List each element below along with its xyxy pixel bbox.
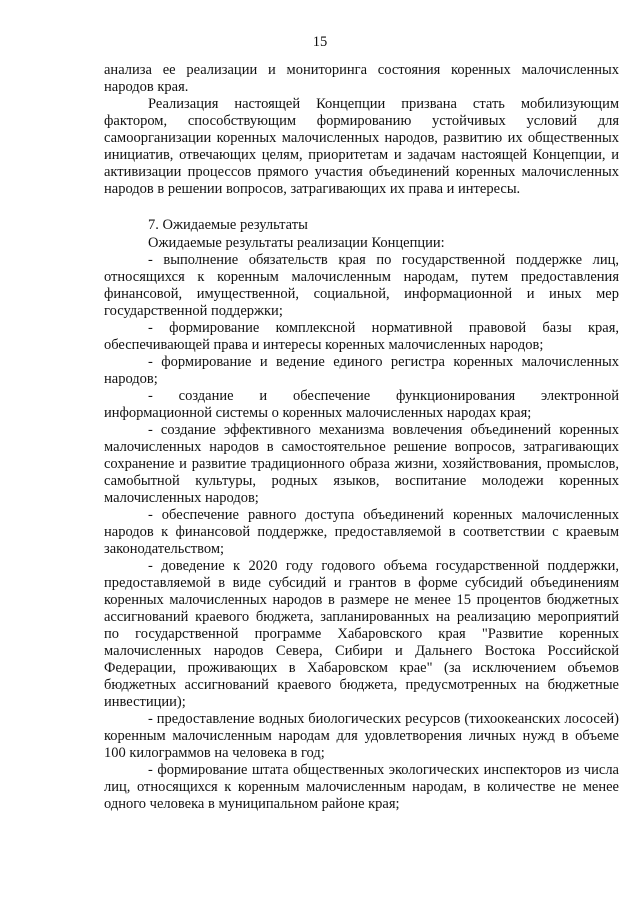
- list-item: - выполнение обязательств края по государственной поддержке лиц, относящихся к коренным малочисленным народам, путем предоставления финансовой, имущественной, социальной, информационной и иных мер государственной поддержки;: [104, 252, 619, 319]
- list-item: - формирование и ведение единого регистра коренных малочисленных народов;: [104, 354, 619, 387]
- list-item: - доведение к 2020 году годового объема государственной поддержки, предоставляемой в виде субсидий и грантов в форме субсидий объединениям коренных малочисленных народов в размере не менее 15 процентов бюджетных ассигнований краевого бюджета, запланированных на реализацию мероприятий по государственной программе Хабаровского края "Развитие коренных малочисленных народов Севера, Сибири и Дальнего Востока Российской Федерации, проживающих в Хабаровском крае" (за исключением объемов бюджетных ассигнований краевого бюджета, предусмотренных на бюджетные инвестиции);: [104, 558, 619, 710]
- section-intro: Ожидаемые результаты реализации Концепции:: [148, 235, 445, 251]
- document-body: [104, 62, 619, 813]
- list-item: - предоставление водных биологических ресурсов (тихоокеанских лососей) коренным малочисленным народам для удовлетворения личных нужд в объеме 100 килограммов на человека в год;: [104, 711, 619, 761]
- list-item: - создание и обеспечение функционирования электронной информационной системы о коренных малочисленных народах края;: [104, 388, 619, 421]
- list-item: - формирование комплексной нормативной правовой базы края, обеспечивающей права и интересы коренных малочисленных народов;: [104, 320, 619, 353]
- list-item: - обеспечение равного доступа объединений коренных малочисленных народов к финансовой поддержке, предоставляемой в соответствии с краевым законодательством;: [104, 507, 619, 557]
- paragraph-concept-goal: Реализация настоящей Концепции призвана стать мобилизующим фактором, способствующим формированию устойчивых условий для самоорганизации коренных малочисленных народов, развитию их общественных инициатив, отвечающих целям, приоритетам и задачам настоящей Концепции, и активизации процессов прямого участия объединений коренных малочисленных народов в решении вопросов, затрагивающих их права и интересы.: [104, 96, 619, 197]
- list-item: - формирование штата общественных экологических инспекторов из числа лиц, относящихся к коренным малочисленным народам, в количестве не менее одного человека в муниципальном районе края;: [104, 762, 619, 812]
- paragraph-continuation: анализа ее реализации и мониторинга состояния коренных малочисленных народов края.: [104, 62, 619, 95]
- page-number: 15: [312, 34, 328, 50]
- section-heading: 7. Ожидаемые результаты: [148, 217, 308, 233]
- list-item: - создание эффективного механизма вовлечения объединений коренных малочисленных народов в самостоятельное решение вопросов, затрагивающих сохранение и развитие традиционного образа жизни, хозяйствования, промыслов, самобытной культуры, родных языков, воспитание молодежи коренных малочисленных народов;: [104, 422, 619, 506]
